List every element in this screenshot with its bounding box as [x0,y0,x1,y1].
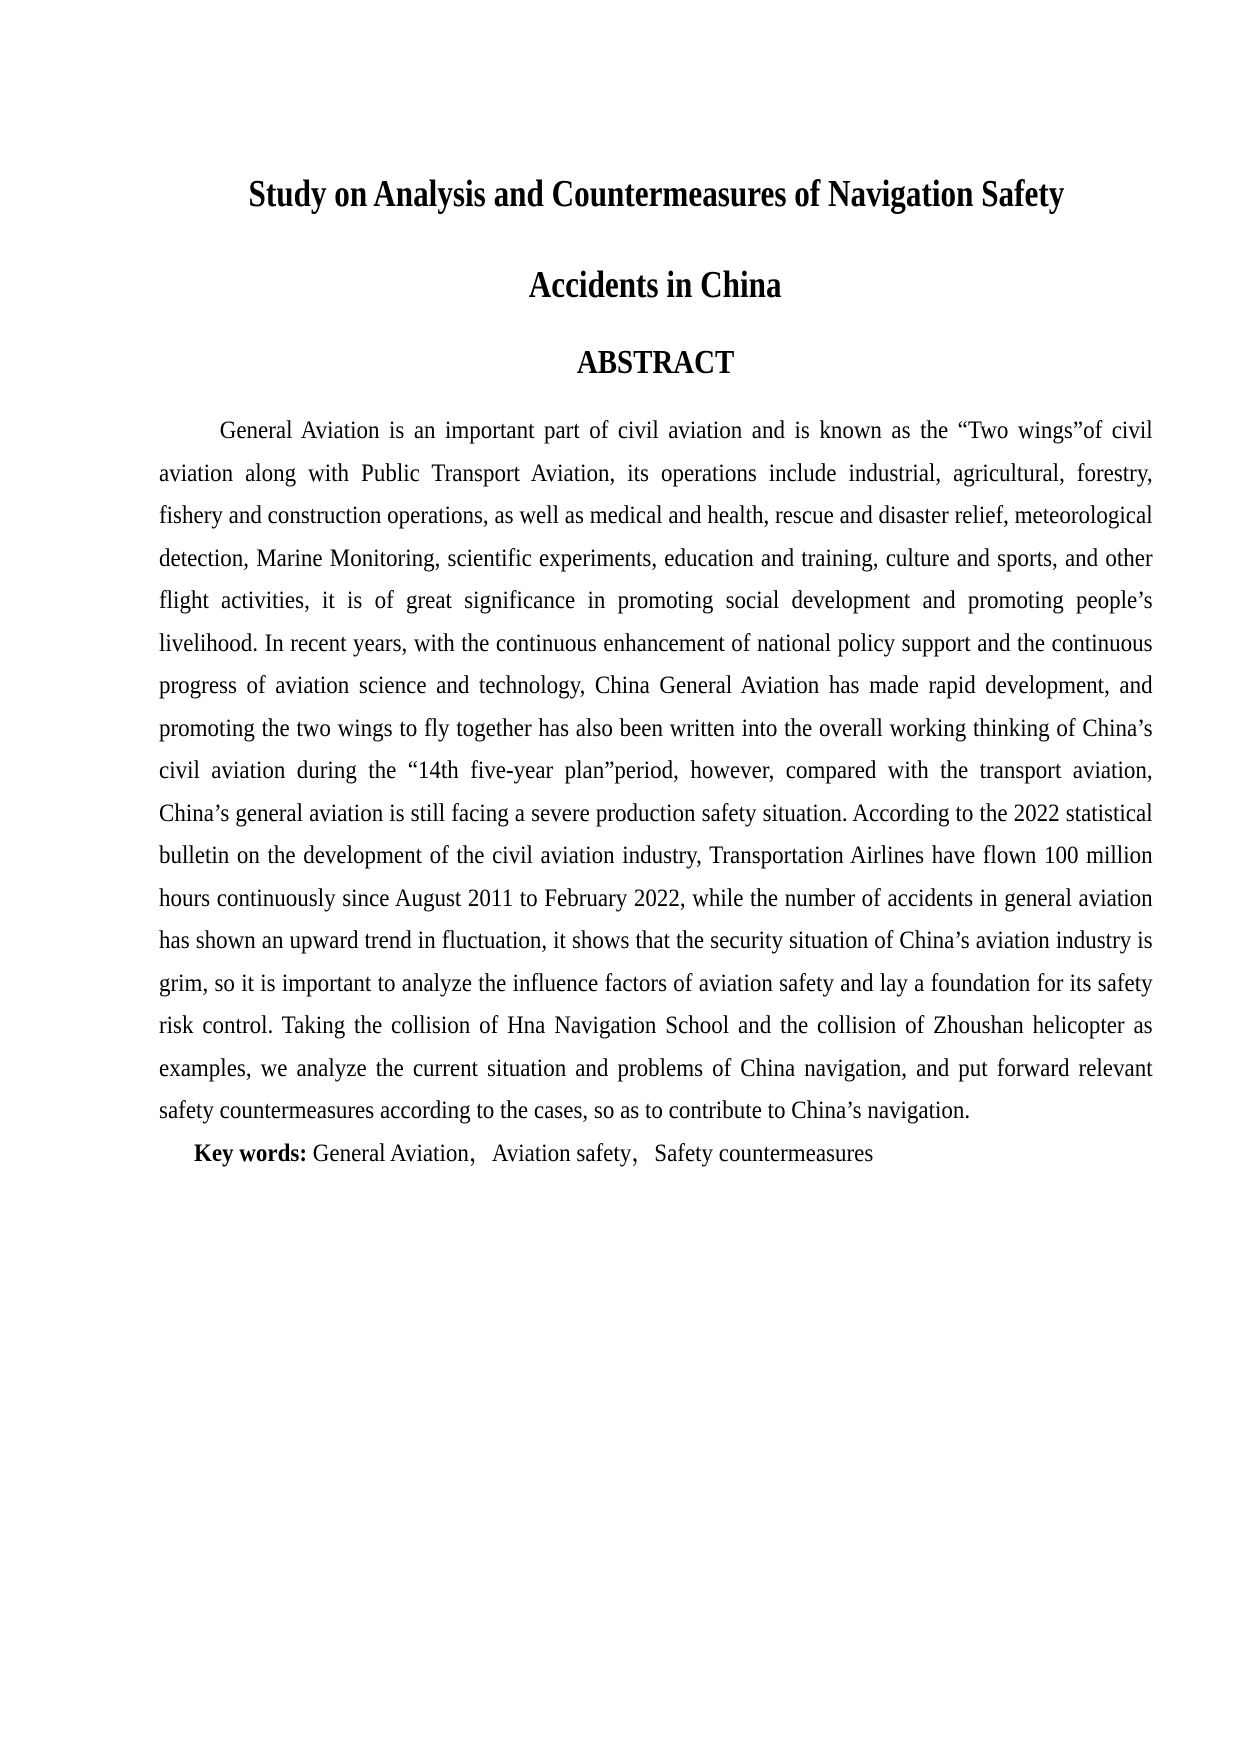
page-content [159,0,1152,1175]
keywords-text: General Aviation，Aviation safety，Safety countermeasures [307,1139,874,1167]
abstract-heading [159,343,1152,383]
document-title-line2 [159,263,1152,307]
document-title-line1-text: Study on Analysis and Countermeasures of Navigation Safety [248,173,1065,215]
document-title-line1 [159,172,1152,216]
abstract-paragraph: General Aviation is an important part of civil aviation and is known as the “Two wings”of civil aviation along with Public Transport Aviation, its operations include industrial, agricultural, forestry, fishery and construction operations, as well as medical and health, rescue and disaster relief, meteorological detection, Marine Monitoring, scientific experiments, education and training, culture and sports, and other flight activities, it is of great significance in promoting social development and promoting people’s livelihood. In recent years, with the continuous enhancement of national policy support and the continuous progress of aviation science and technology, China General Aviation has made rapid development, and promoting the two wings to fly together has also been written into the overall working thinking of China’s civil aviation during the “14th five-year plan”period, however, compared with the transport aviation, China’s general aviation is still facing a severe production safety situation. According to the 2022 statistical bulletin on the development of the civil aviation industry, Transportation Airlines have flown 100 million hours continuously since August 2011 to February 2022, while the number of accidents in general aviation has shown an upward trend in fluctuation, it shows that the security situation of China’s aviation industry is grim, so it is important to analyze the influence factors of aviation safety and lay a foundation for its safety risk control. Taking the collision of Hna Navigation School and the collision of Zhoushan helicopter as examples, we analyze the current situation and problems of China navigation, and put forward relevant safety countermeasures according to the cases, so as to contribute to China’s navigation. [159,417,1153,1124]
keywords-label: Key words: [193,1139,308,1167]
document-title-line2-text: Accidents in China [529,264,782,306]
abstract-heading-text: ABSTRACT [576,344,735,381]
abstract-body [159,410,1153,1175]
keywords-line [159,1133,1153,1176]
